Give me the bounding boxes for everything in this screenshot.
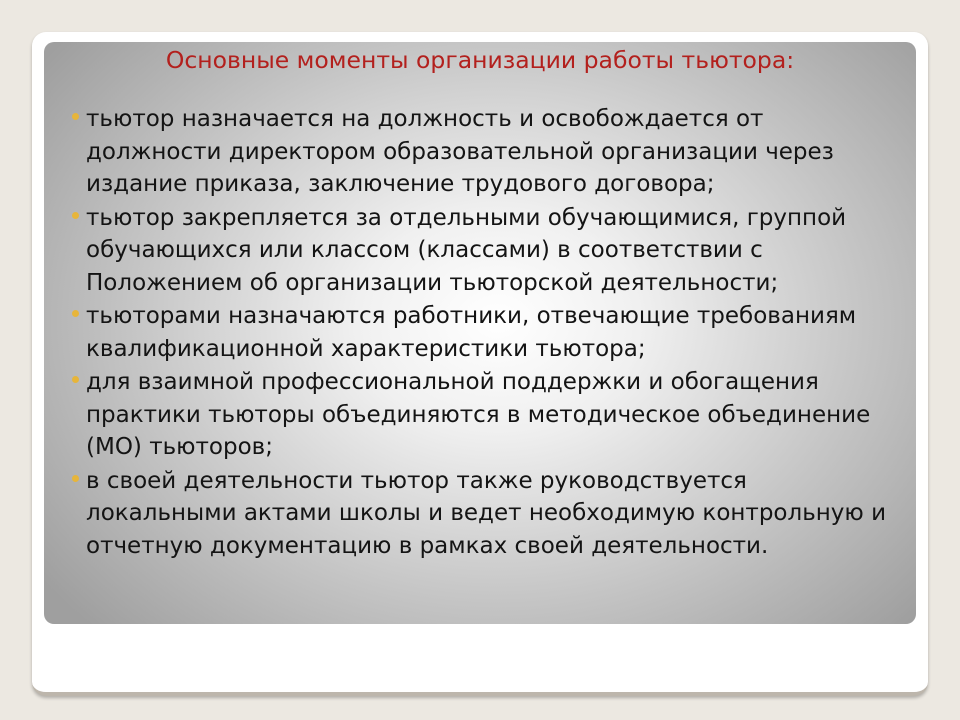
bullet-item	[72, 465, 902, 563]
bullet-text: тьюторами назначаются работники, отвечающие требованиям квалификационной характеристики тьютора;	[86, 303, 857, 362]
slide-title: Основные моменты организации работы тьютора:	[165, 46, 795, 74]
bullet-item	[72, 202, 902, 300]
bullet-dot-icon	[72, 475, 79, 482]
bullet-text: в своей деятельности тьютор также руководствуется локальными актами школы и ведет необходимую контрольную и отчетную документацию в рамках своей деятельности.	[86, 467, 887, 559]
bullet-item	[72, 300, 902, 365]
bullet-item	[72, 103, 902, 201]
bullet-list	[72, 103, 902, 563]
bullet-text: тьютор назначается на должность и освобождается от должности директором образовательной организации через издание приказа, заключение трудового договора;	[86, 106, 834, 197]
bullet-item	[72, 366, 902, 464]
bullet-dot-icon	[72, 212, 79, 219]
bullet-dot-icon	[72, 113, 79, 120]
bullet-text: для взаимной профессиональной поддержки и обогащения практики тьюторы объединяются в методическое объединение (МО) тьюторов;	[86, 369, 871, 460]
bullet-text: тьютор закрепляется за отдельными обучающимися, группой обучающихся или классом (классами) в соответствии с Положением об организации тьюторской деятельности;	[86, 204, 847, 296]
bullet-dot-icon	[72, 376, 79, 383]
bullet-dot-icon	[72, 310, 79, 317]
